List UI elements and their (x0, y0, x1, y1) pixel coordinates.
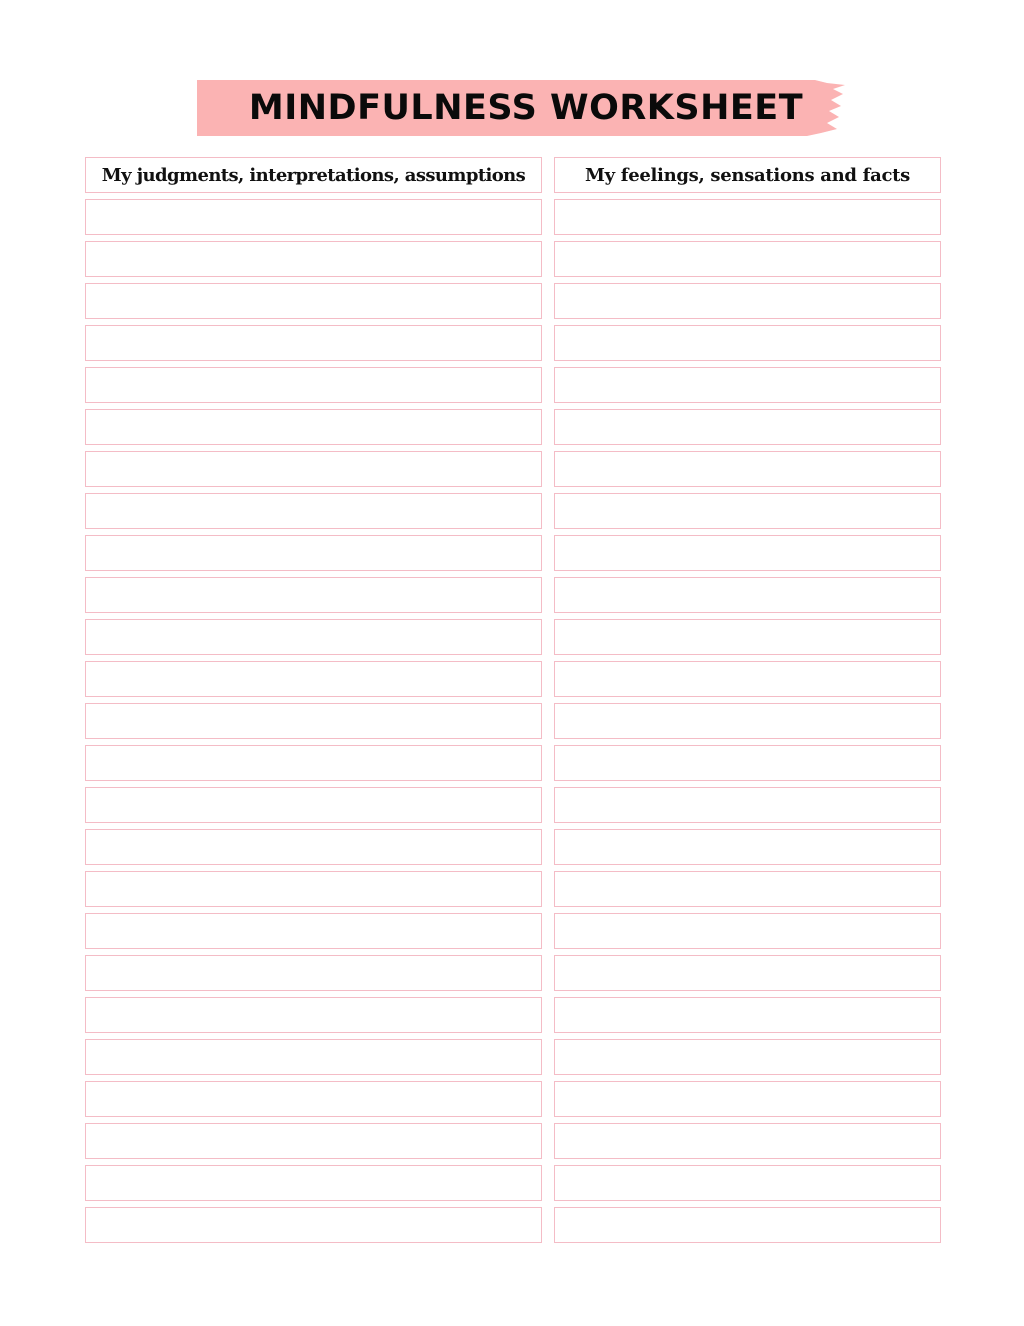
entry-field[interactable] (85, 997, 542, 1033)
entry-field[interactable] (554, 1081, 941, 1117)
entry-field[interactable] (85, 283, 542, 319)
entry-field[interactable] (554, 787, 941, 823)
entry-field[interactable] (554, 241, 941, 277)
entry-field[interactable] (85, 745, 542, 781)
entry-field[interactable] (554, 367, 941, 403)
entry-field[interactable] (554, 871, 941, 907)
judgments-rows (85, 199, 542, 1243)
entry-field[interactable] (554, 199, 941, 235)
entry-field[interactable] (85, 325, 542, 361)
entry-field[interactable] (554, 1207, 941, 1243)
feelings-rows (554, 199, 941, 1243)
entry-field[interactable] (554, 745, 941, 781)
entry-field[interactable] (85, 913, 542, 949)
entry-field[interactable] (554, 1123, 941, 1159)
entry-field[interactable] (85, 787, 542, 823)
entry-field[interactable] (85, 871, 542, 907)
entry-field[interactable] (85, 829, 542, 865)
entry-field[interactable] (554, 619, 941, 655)
entry-field[interactable] (554, 451, 941, 487)
entry-field[interactable] (554, 493, 941, 529)
entry-field[interactable] (85, 955, 542, 991)
entry-field[interactable] (554, 661, 941, 697)
entry-field[interactable] (85, 367, 542, 403)
entry-field[interactable] (85, 703, 542, 739)
entry-field[interactable] (554, 577, 941, 613)
entry-field[interactable] (554, 535, 941, 571)
entry-field[interactable] (85, 1039, 542, 1075)
entry-field[interactable] (554, 955, 941, 991)
entry-field[interactable] (85, 1123, 542, 1159)
column-header-judgments: My judgments, interpretations, assumptions (85, 157, 542, 193)
entry-field[interactable] (554, 913, 941, 949)
entry-field[interactable] (85, 535, 542, 571)
column-feelings (554, 157, 941, 1249)
entry-field[interactable] (85, 1081, 542, 1117)
entry-field[interactable] (85, 451, 542, 487)
entry-field[interactable] (85, 619, 542, 655)
entry-field[interactable] (85, 1165, 542, 1201)
column-header-feelings: My feelings, sensations and facts (554, 157, 941, 193)
entry-field[interactable] (554, 829, 941, 865)
entry-field[interactable] (554, 997, 941, 1033)
entry-field[interactable] (85, 493, 542, 529)
entry-field[interactable] (554, 703, 941, 739)
entry-field[interactable] (554, 325, 941, 361)
entry-field[interactable] (85, 661, 542, 697)
entry-field[interactable] (554, 1165, 941, 1201)
entry-field[interactable] (85, 199, 542, 235)
entry-field[interactable] (85, 1207, 542, 1243)
entry-field[interactable] (554, 1039, 941, 1075)
entry-field[interactable] (554, 283, 941, 319)
page-title: MINDFULNESS WORKSHEET (248, 88, 804, 128)
column-judgments (85, 157, 542, 1249)
entry-field[interactable] (554, 409, 941, 445)
title-banner (197, 80, 845, 136)
entry-field[interactable] (85, 409, 542, 445)
entry-field[interactable] (85, 241, 542, 277)
entry-field[interactable] (85, 577, 542, 613)
